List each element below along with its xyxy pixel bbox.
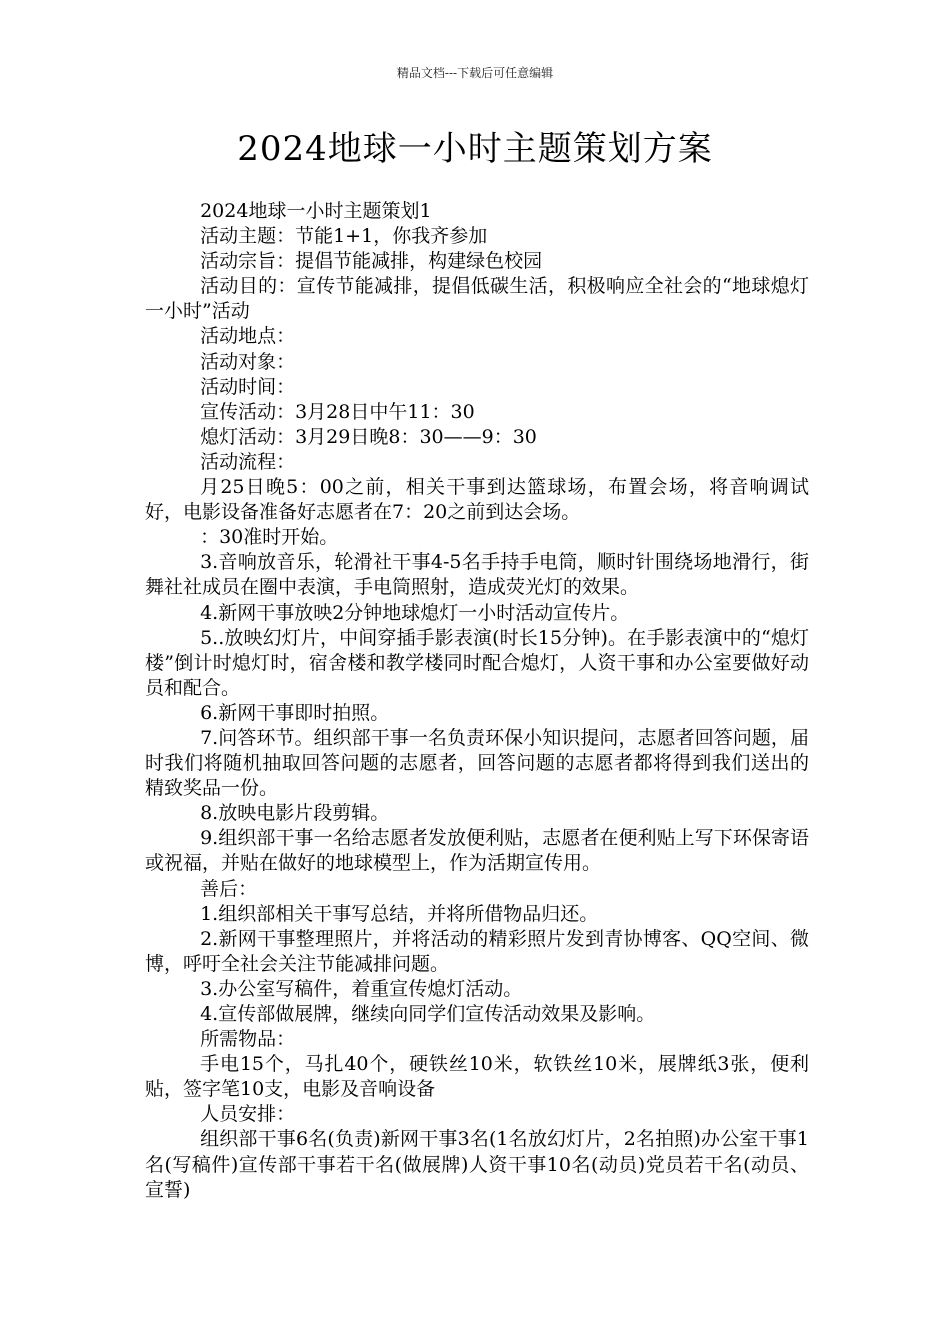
paragraph: 活动时间： bbox=[200, 375, 296, 398]
paragraph: ：30准时开始。 bbox=[200, 526, 339, 549]
paragraph: 活动地点： bbox=[200, 325, 296, 348]
paragraph: 6.新网干事即时拍照。 bbox=[200, 701, 390, 724]
paragraph: 熄灯活动：3月29日晚8：30——9：30 bbox=[200, 425, 537, 448]
paragraph: 9.组织部干事一名给志愿者发放便利贴，志愿者在便利贴上写下环保寄语或祝福，并贴在做好的地球模型上，作为活期宣传用。 bbox=[145, 827, 809, 875]
page-header-watermark: 精品文档---下载后可任意编辑 bbox=[396, 66, 554, 80]
paragraph: 宣传活动：3月28日中午11：30 bbox=[200, 400, 475, 423]
paragraph: 善后： bbox=[200, 877, 258, 900]
paragraph: 7.问答环节。组织部干事一名负责环保小知识提问，志愿者回答问题，届时我们将随机抽取回答问题的志愿者，回答问题的志愿者都将得到我们送出的精致奖品一份。 bbox=[145, 726, 809, 800]
paragraph: 活动对象： bbox=[200, 350, 296, 373]
paragraph: 活动宗旨：提倡节能减排，构建绿色校园 bbox=[200, 250, 543, 273]
document-body bbox=[145, 199, 809, 1203]
paragraph: 活动目的：宣传节能减排，提倡低碳生活，积极响应全社会的“地球熄灯一小时”活动 bbox=[145, 275, 809, 323]
paragraph: 4.新网干事放映2分钟地球熄灯一小时活动宣传片。 bbox=[200, 601, 630, 624]
paragraph: 所需物品： bbox=[200, 1028, 296, 1051]
paragraph: 组织部干事6名(负责)新网干事3名(1名放幻灯片，2名拍照)办公室干事1名(写稿件)宣传部干事若干名(做展牌)人资干事10名(动员)党员若干名(动员、宣誓) bbox=[145, 1128, 809, 1201]
paragraph: 8.放映电影片段剪辑。 bbox=[200, 802, 390, 825]
paragraph: 3.音响放音乐，轮滑社干事4-5名手持手电筒，顺时针围绕场地滑行，街舞社社成员在圈中表演，手电筒照射，造成荧光灯的效果。 bbox=[145, 551, 809, 599]
paragraph: 手电15个，马扎40个，硬铁丝10米，软铁丝10米，展牌纸3张，便利贴，签字笔10支，电影及音响设备 bbox=[145, 1053, 809, 1101]
paragraph: 4.宣传部做展牌，继续向同学们宣传活动效果及影响。 bbox=[200, 1003, 656, 1025]
paragraph: 月25日晚5：00之前，相关干事到达篮球场，布置会场，将音响调试好，电影设备准备好志愿者在7：20之前到达会场。 bbox=[145, 476, 809, 524]
paragraph: 人员安排： bbox=[200, 1103, 296, 1126]
document-title: 2024地球一小时主题策划方案 bbox=[237, 129, 713, 169]
paragraph: 活动主题：节能1+1，你我齐参加 bbox=[200, 225, 488, 248]
paragraph: 5..放映幻灯片，中间穿插手影表演(时长15分钟)。在手影表演中的“熄灯楼”倒计时熄灯时，宿舍楼和教学楼同时配合熄灯，人资干事和办公室要做好动员和配合。 bbox=[145, 626, 809, 699]
paragraph: 3.办公室写稿件，着重宣传熄灯活动。 bbox=[200, 977, 523, 1000]
paragraph: 1.组织部相关干事写总结，并将所借物品归还。 bbox=[200, 902, 599, 925]
paragraph: 2.新网干事整理照片，并将活动的精彩照片发到青协博客、QQ空间、微博，呼吁全社会关注节能减排问题。 bbox=[145, 927, 809, 975]
paragraph: 2024地球一小时主题策划1 bbox=[200, 200, 432, 222]
paragraph: 活动流程： bbox=[200, 450, 296, 473]
